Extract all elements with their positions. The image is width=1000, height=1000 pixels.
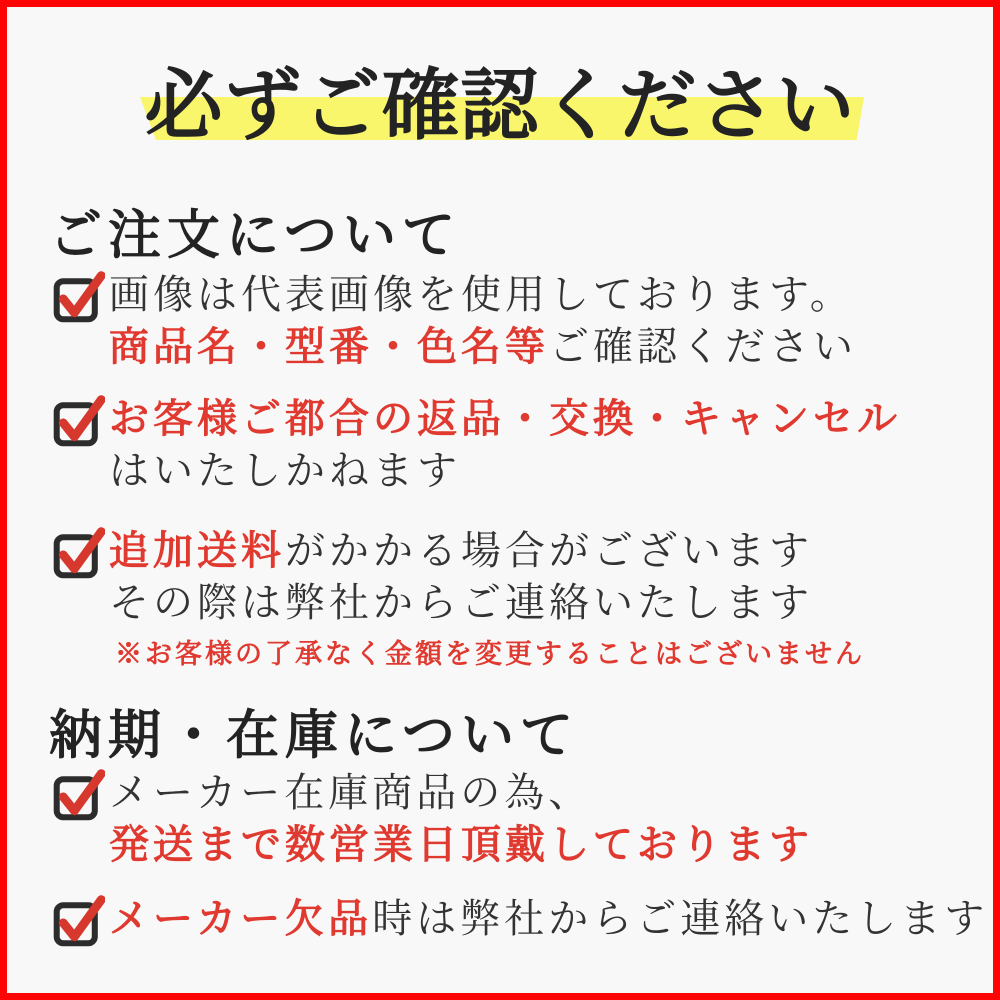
checkbox-checked-icon xyxy=(53,395,105,447)
item-line xyxy=(109,893,989,945)
notice-item xyxy=(53,893,989,945)
item-text xyxy=(109,269,979,373)
checkbox-checked-icon xyxy=(53,895,105,947)
page-title: 必ずご確認ください xyxy=(144,62,856,149)
item-text xyxy=(109,767,979,871)
item-line xyxy=(109,269,979,321)
item-note: ※お客様の了承なく金額を変更することはございません xyxy=(115,639,865,669)
text-segment-emphasis: 商品名・型番・色名等 xyxy=(109,324,549,369)
item-line xyxy=(109,445,979,497)
item-line xyxy=(109,525,979,577)
notice-item xyxy=(53,767,979,871)
text-segment-emphasis: 発送まで数営業日頂戴しております xyxy=(109,822,813,867)
text-segment: メーカー在庫商品の為、 xyxy=(109,770,593,815)
text-segment: はいたしかねます xyxy=(109,448,461,493)
text-segment: 画像は代表画像を使用しております。 xyxy=(109,272,854,317)
text-segment-emphasis: メーカー欠品 xyxy=(109,896,373,941)
text-segment: 時は弊社からご連絡いたします xyxy=(372,896,989,941)
section-heading-stock: 納期・在庫について xyxy=(49,707,579,765)
page-title-wrap xyxy=(7,7,993,167)
item-text xyxy=(109,393,979,497)
text-segment: ご確認ください xyxy=(549,324,857,369)
checkbox-checked-icon xyxy=(53,769,105,821)
section-heading-order: ご注文について xyxy=(49,207,461,265)
checkbox-checked-icon xyxy=(53,271,105,323)
text-segment-emphasis: 追加送料 xyxy=(109,528,285,573)
item-line xyxy=(109,393,979,445)
notice-item xyxy=(53,393,979,497)
item-line xyxy=(109,577,979,629)
item-text xyxy=(109,525,979,629)
text-segment: その際は弊社からご連絡いたします xyxy=(109,580,813,625)
text-segment-emphasis: お客様ご都合の返品・交換・キャンセル xyxy=(109,396,901,441)
notice-item xyxy=(53,269,979,373)
item-line xyxy=(109,321,979,373)
item-line xyxy=(109,767,979,819)
item-text xyxy=(109,893,989,945)
checkbox-checked-icon xyxy=(53,527,105,579)
notice-item xyxy=(53,525,979,671)
text-segment: がかかる場合がございます xyxy=(285,528,813,573)
item-line xyxy=(109,819,979,871)
